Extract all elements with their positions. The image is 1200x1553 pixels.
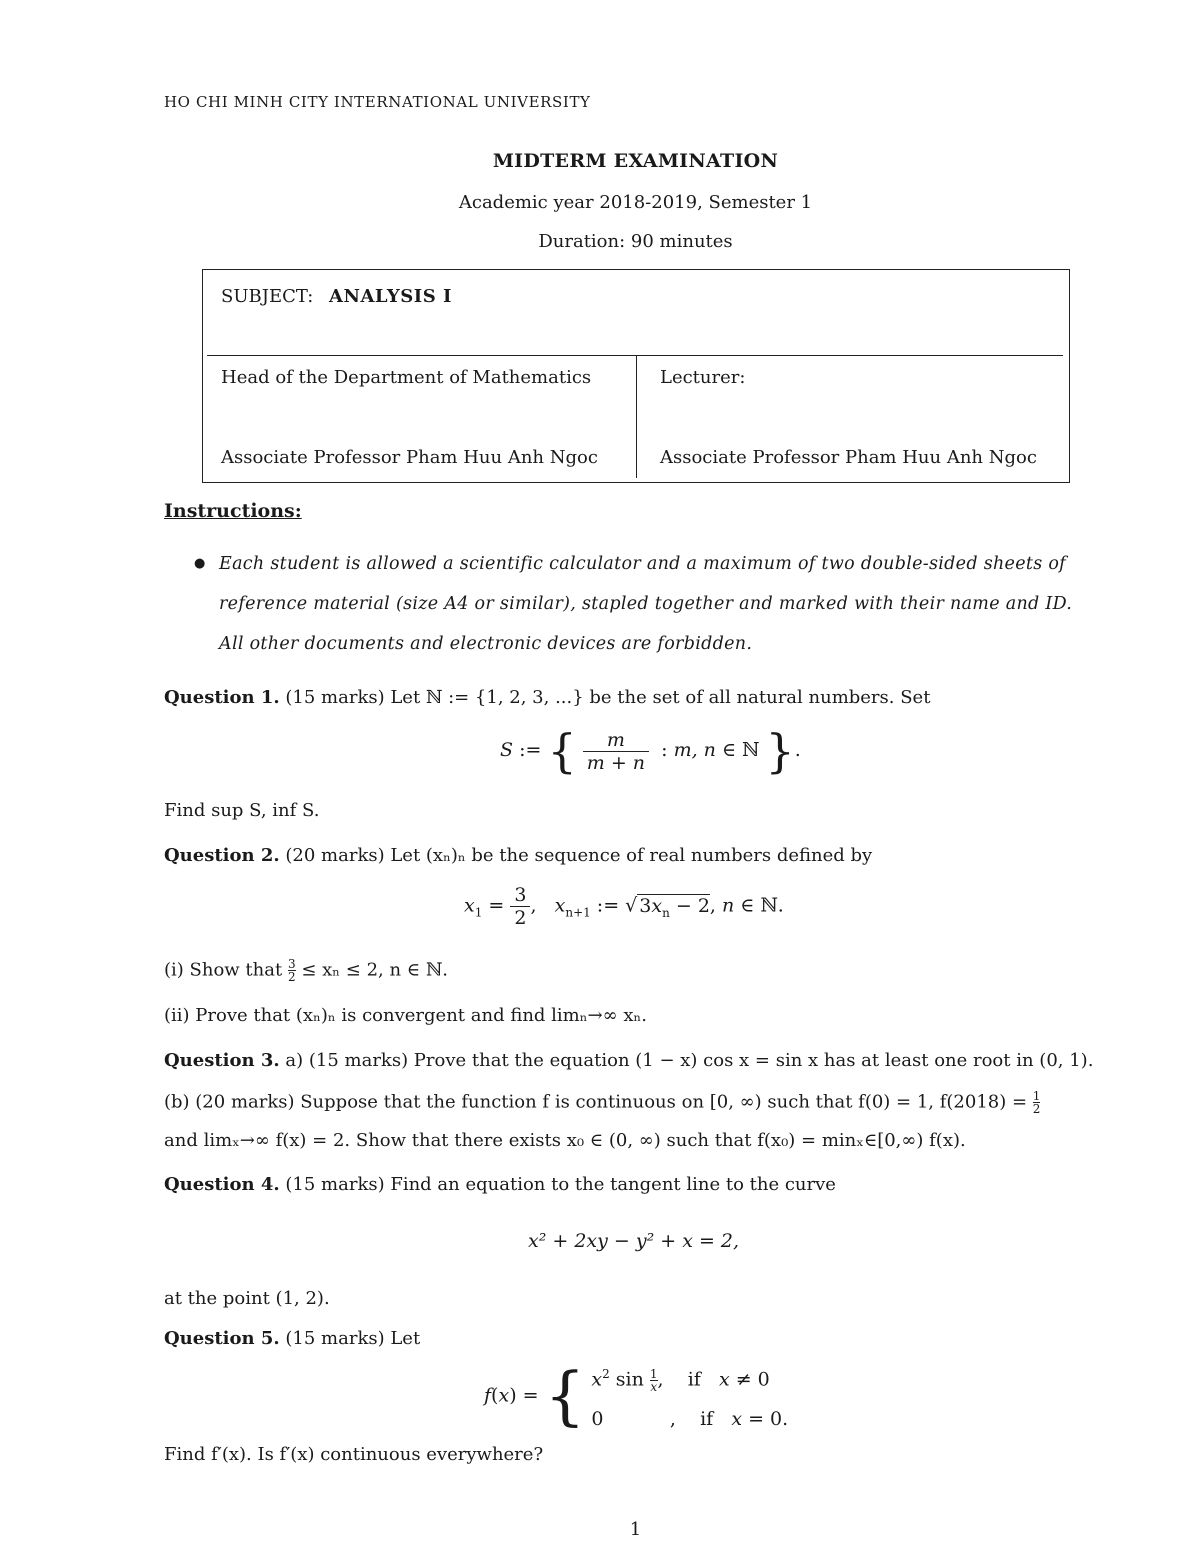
subject-line	[221, 286, 452, 307]
exam-info-box	[202, 269, 1070, 483]
question-1	[164, 687, 930, 708]
question-2	[164, 845, 872, 866]
question-3-part-b-text: (b) (20 marks) Suppose that the function f is continuous on [0, ∞) such that f(0) = 1, f(2018) =	[164, 1091, 1028, 1113]
question-2-part-i: (i) Show that $\frac{3}{2}$ ≤ xₙ ≤ 2, n ∈ ℕ.	[164, 957, 449, 984]
question-2-label: Question 2.	[164, 845, 280, 866]
question-5-find: Find f′(x). Is f′(x) continuous everywhere?	[164, 1444, 544, 1465]
box-divider-horizontal	[207, 355, 1063, 356]
bullet-icon: ●	[194, 556, 206, 571]
question-1-find: Find sup S, inf S.	[164, 800, 320, 821]
subject-label: SUBJECT:	[221, 286, 314, 307]
question-3-label: Question 3.	[164, 1050, 280, 1071]
exam-title: MIDTERM EXAMINATION	[492, 150, 779, 172]
question-2-text: (20 marks) Let (xₙ)ₙ be the sequence of real numbers defined by	[285, 845, 873, 866]
question-4	[164, 1174, 836, 1195]
curve-equation: x² + 2xy − y² + x = 2,	[528, 1230, 740, 1252]
set-s-formula: S := { $\frac{m}{m + n}$ : m, n ∈ ℕ }.	[500, 724, 801, 778]
question-3-part-b-line-2: and limₓ→∞ f(x) = 2. Show that there exists x₀ ∈ (0, ∞) such that f(x₀) = minₓ∈[0,∞) f(x).	[164, 1130, 966, 1151]
instruction-line-3: All other documents and electronic devices are forbidden.	[219, 634, 753, 654]
question-1-label: Question 1.	[164, 687, 280, 708]
head-name: Associate Professor Pham Huu Anh Ngoc	[221, 447, 598, 468]
question-5-label: Question 5.	[164, 1328, 280, 1349]
question-4-label: Question 4.	[164, 1174, 280, 1195]
university-name: HO CHI MINH CITY INTERNATIONAL UNIVERSITY	[164, 93, 591, 111]
question-3-part-a: a) (15 marks) Prove that the equation (1 − x) cos x = sin x has at least one root in (0, 1).	[285, 1050, 1094, 1071]
head-label: Head of the Department of Mathematics	[221, 367, 592, 388]
duration: Duration: 90 minutes	[538, 231, 733, 252]
question-2-part-ii: (ii) Prove that (xₙ)ₙ is convergent and find limₙ→∞ xₙ.	[164, 1005, 647, 1026]
lecturer-name: Associate Professor Pham Huu Anh Ngoc	[660, 447, 1037, 468]
question-2-part-i-rest: ≤ xₙ ≤ 2, n ∈ ℕ.	[301, 959, 449, 981]
box-divider-vertical	[636, 356, 637, 478]
question-5	[164, 1328, 420, 1349]
subject-value: ANALYSIS I	[329, 286, 452, 307]
instruction-line-2: reference material (size A4 or similar), stapled together and marked with their name and ID.	[219, 594, 1073, 614]
lecturer-label: Lecturer:	[660, 367, 746, 388]
question-1-text: (15 marks) Let ℕ := {1, 2, 3, ...} be the set of all natural numbers. Set	[285, 687, 931, 708]
page-number: 1	[629, 1519, 642, 1540]
sequence-formula: $x_1$ = $\frac{3}{2}$ , $x_{n+1}$ := √ $3x_n - 2$, n ∈ ℕ.	[464, 884, 784, 929]
question-4-point: at the point (1, 2).	[164, 1288, 330, 1309]
piecewise-function: f(x) = { $x^2$ sin $\frac{1}{x}$ , if x ≠ 0 0 , if x = 0.	[484, 1359, 789, 1434]
question-5-text: (15 marks) Let	[285, 1328, 421, 1349]
question-2-part-i-text: (i) Show that	[164, 959, 283, 981]
question-3	[164, 1050, 1093, 1071]
academic-year: Academic year 2018-2019, Semester 1	[458, 192, 813, 213]
question-3-part-b-line-1: (b) (20 marks) Suppose that the function f is continuous on [0, ∞) such that f(0) = 1, f(2018) = $\frac{1}{2}$	[164, 1089, 1041, 1116]
instructions-heading: Instructions:	[164, 500, 302, 522]
question-4-text: (15 marks) Find an equation to the tangent line to the curve	[285, 1174, 836, 1195]
instruction-line-1: Each student is allowed a scientific calculator and a maximum of two double-sided sheets of	[219, 554, 1066, 574]
